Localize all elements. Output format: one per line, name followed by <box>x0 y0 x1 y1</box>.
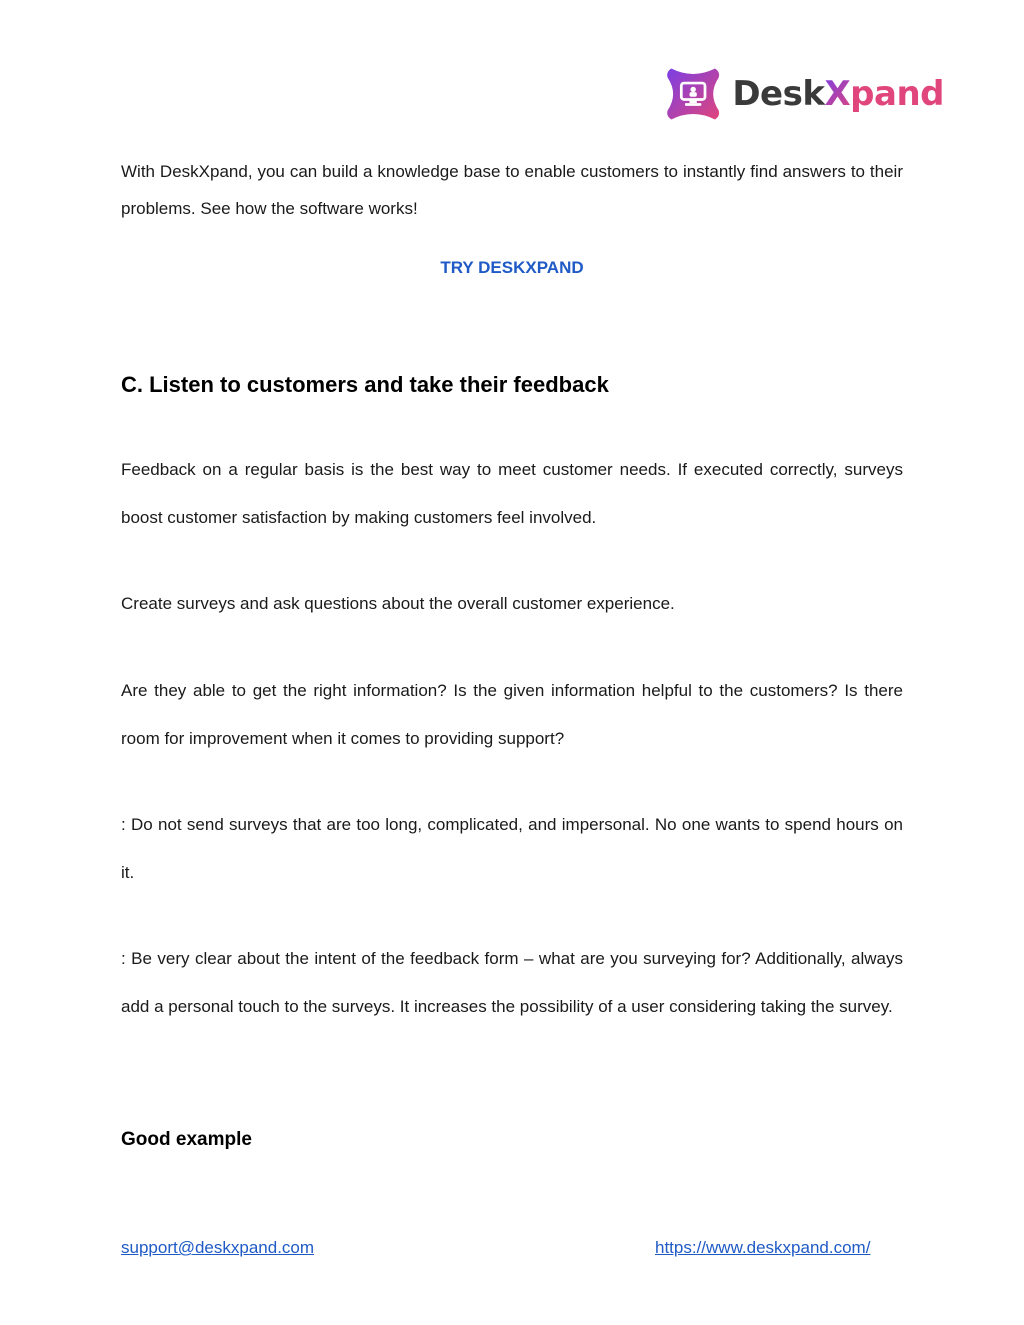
feedback-paragraph: Feedback on a regular basis is the best way to meet customer needs. If executed correctly, surveys boost customer satisfaction by making customers feel involved. <box>121 460 903 527</box>
logo-pand: pand <box>850 74 944 114</box>
section-heading: C. Listen to customers and take their feedback <box>121 372 609 397</box>
desk-monitor-icon <box>664 62 722 126</box>
website-link[interactable]: https://www.deskxpand.com/ <box>655 1238 871 1257</box>
logo-wordmark <box>732 74 944 114</box>
good-example-heading: Good example <box>121 1129 252 1150</box>
dont-tip-paragraph: : Do not send surveys that are too long, complicated, and impersonal. No one wants to spend hours on it. <box>121 815 903 882</box>
surveys-paragraph: Create surveys and ask questions about the overall customer experience. <box>121 594 675 613</box>
questions-paragraph: Are they able to get the right information? Is the given information helpful to the customers? Is there room for improvement when it comes to providing support? <box>121 681 903 748</box>
logo-x: X <box>824 74 851 114</box>
try-deskxpand-link[interactable]: TRY DESKXPAND <box>440 258 584 277</box>
deskxpand-logo <box>664 60 944 128</box>
do-tip-paragraph: : Be very clear about the intent of the feedback form – what are you surveying for? Additionally, always add a personal touch to the surveys. It increases the possibility of a user considering taking the survey. <box>121 949 903 1016</box>
support-email-link[interactable]: support@deskxpand.com <box>121 1238 315 1257</box>
logo-desk: Desk <box>732 74 825 114</box>
intro-paragraph: With DeskXpand, you can build a knowledge base to enable customers to instantly find answers to their problems. See how the software works! <box>121 162 903 218</box>
